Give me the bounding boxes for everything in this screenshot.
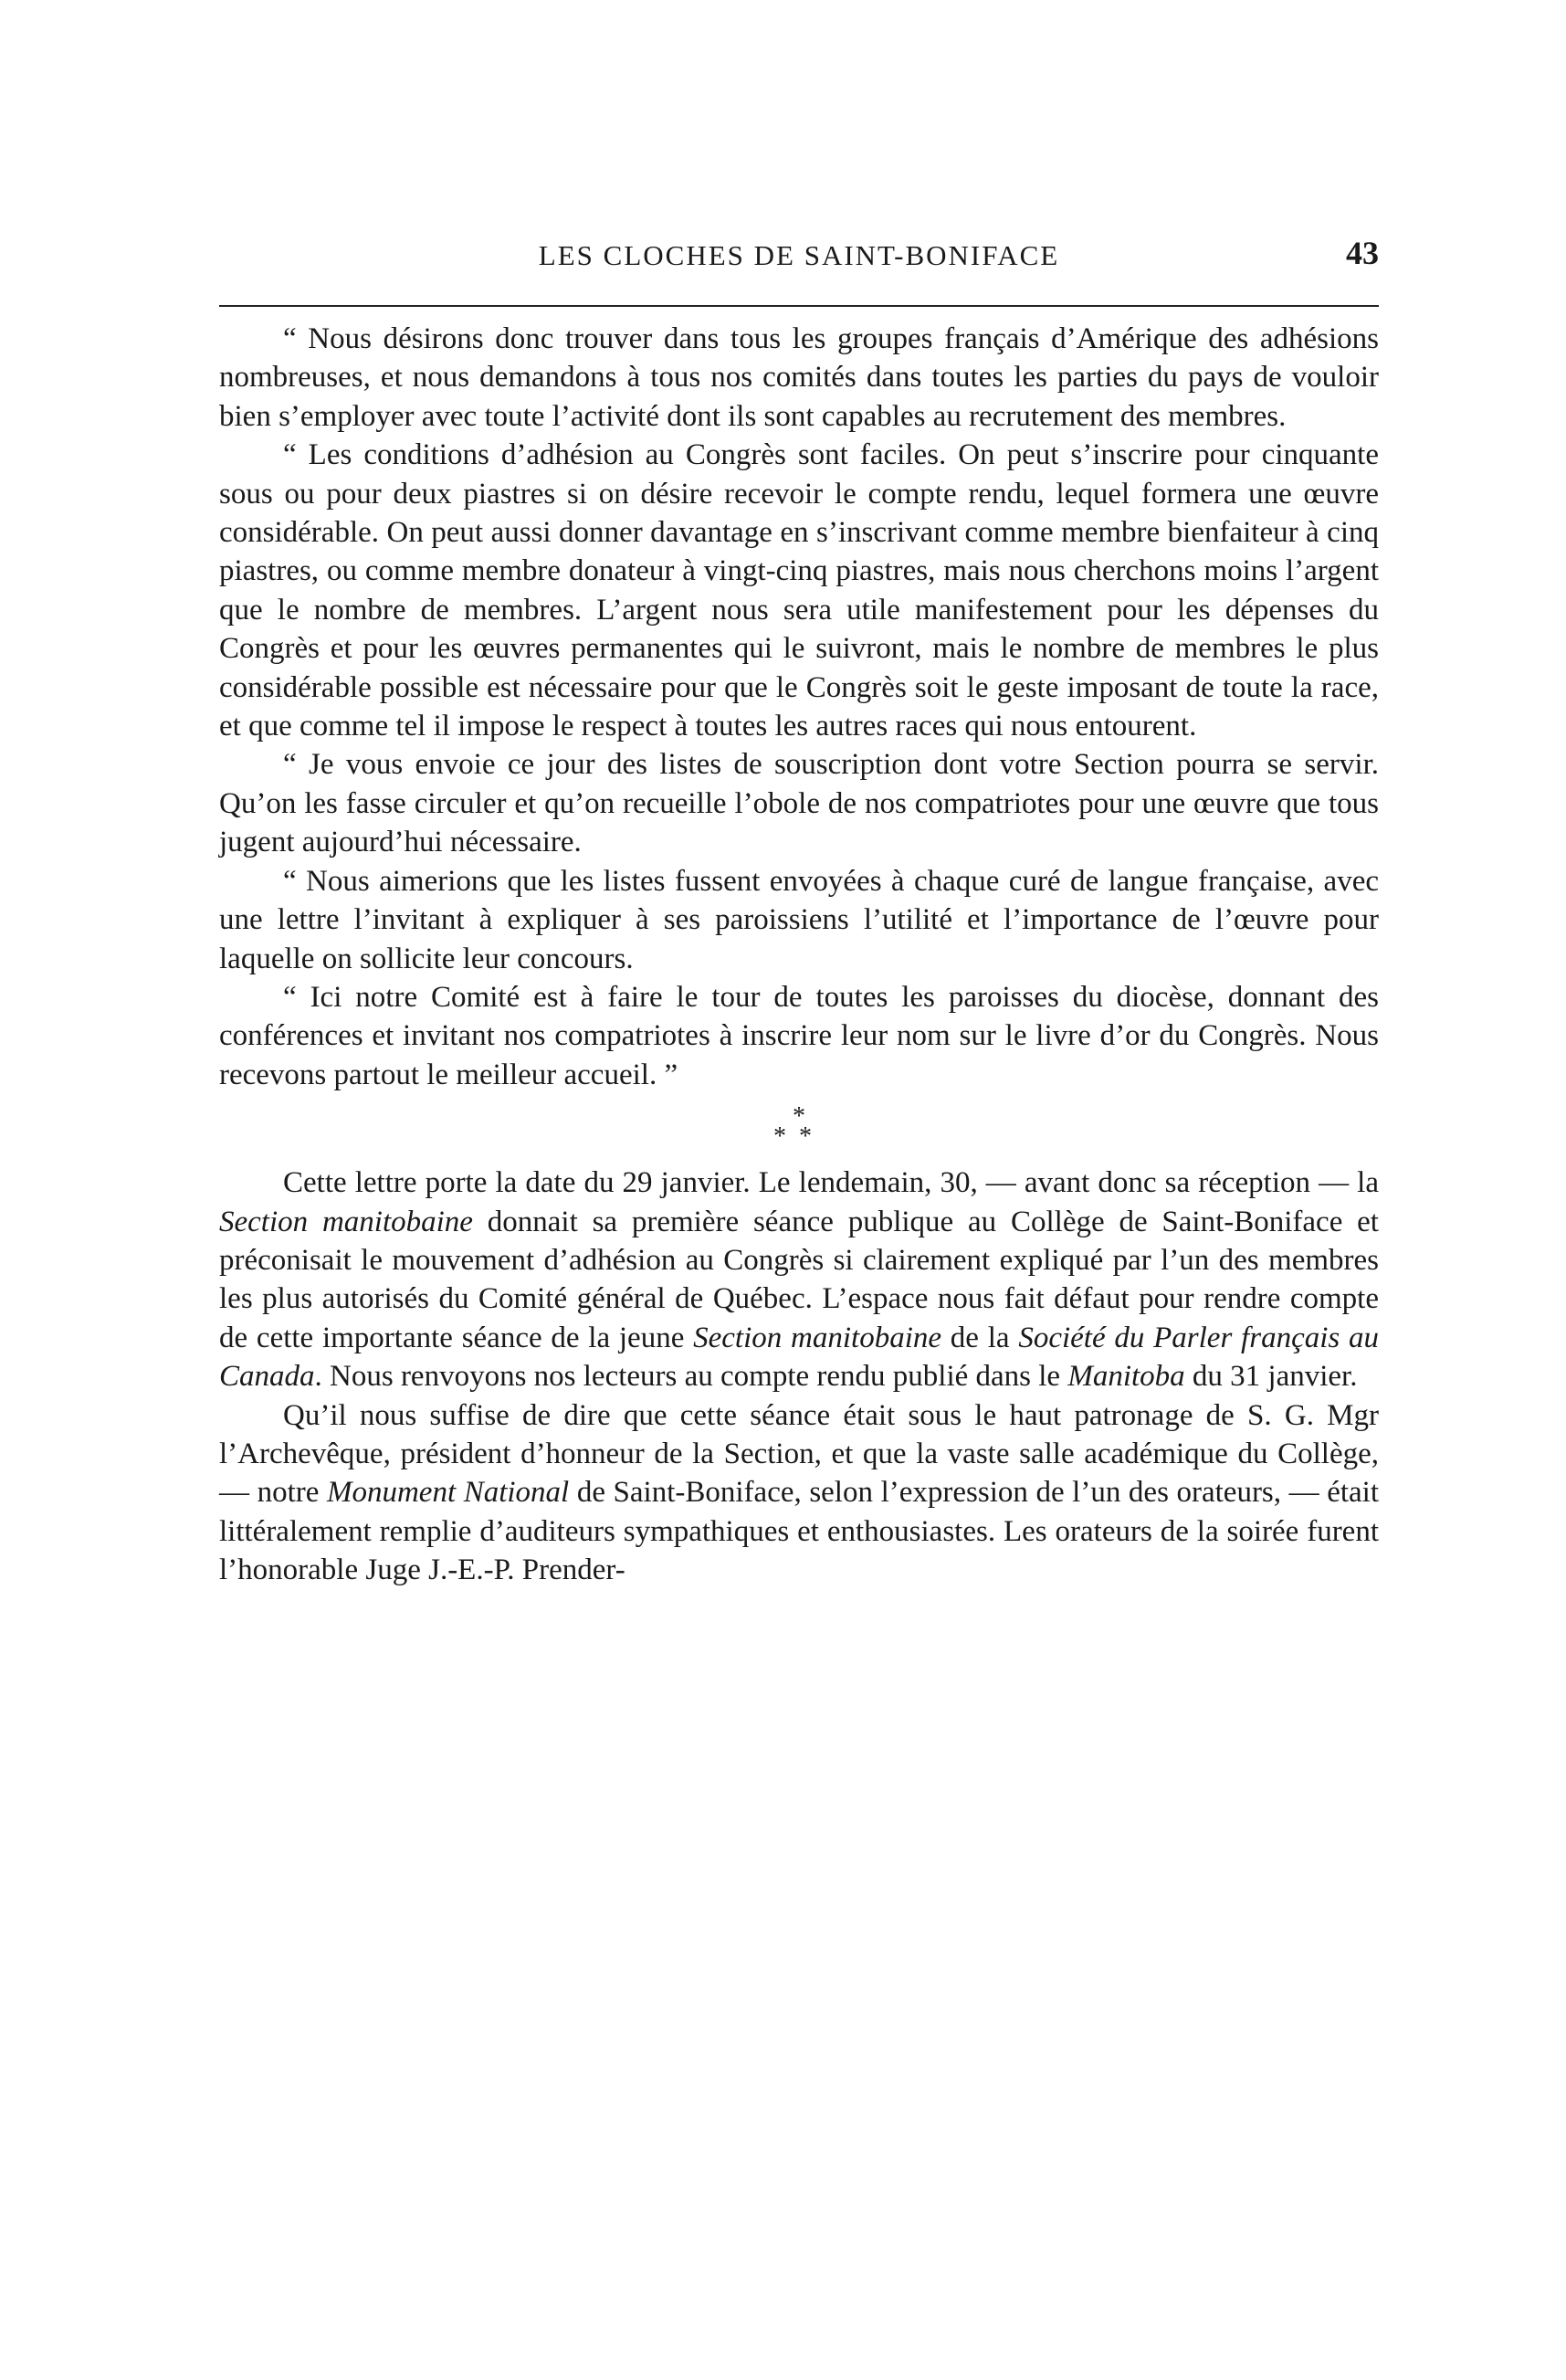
- running-title: LES CLOCHES DE SAINT-BONIFACE: [538, 239, 1060, 271]
- text-run: Qu’il nous suffise de dire que cette séance était sous le haut patronage de S. G. Mgr l’Archevêque, président d’honneur de la Section, et que la vaste salle académique du Collège, — notre: [219, 1398, 1379, 1510]
- paragraph: “ Les conditions d’adhésion au Congrès sont faciles. On peut s’inscrire pour cinquante sous ou pour deux piastres si on désire recevoir le compte rendu, lequel formera une œuvre considérable. On peut aussi donner davantage en s’inscrivant comme membre bienfaiteur à cinq piastres, ou comme membre donateur à vingt-cinq piastres, mais nous cherchons moins l’argent que le nombre de membres. L’argent nous sera utile manifestement pour les dépenses du Congrès et pour les œuvres permanentes qui le suivront, mais le nombre de membres le plus considérable possible est nécessaire pour que le Congrès soit le geste imposant de toute la race, et que comme tel il impose le respect à toutes les autres races qui nous entourent.: [219, 438, 1379, 743]
- text-run: Cette lettre porte la date du 29 janvier. Le lendemain, 30, — avant donc sa réception — la: [283, 1166, 1379, 1200]
- text-run: de Saint-Boniface, selon l’expression de l’un des orateurs, — était littéralement remplie d’auditeurs sympathiques et enthousiastes. Les orateurs de la soirée furent l’honorable Juge J.-E.-P. Prender-: [219, 1476, 1379, 1587]
- page-number: 43: [1346, 235, 1379, 271]
- italic-term: Manitoba: [1067, 1360, 1185, 1394]
- paragraph: “ Nous désirons donc trouver dans tous les groupes français d’Amérique des adhésions nombreuses, et nous demandons à tous nos comités dans toutes les parties du pays de vouloir bien s’employer avec toute l’activité dont ils sont capables au recrutement des membres.: [219, 322, 1379, 433]
- paragraph: “ Je vous envoie ce jour des listes de souscription dont votre Section pourra se servir. Qu’on les fasse circuler et qu’on recueille l’obole de nos compatriotes pour une œuvre que tous jugent aujourd’hui nécessaire.: [219, 748, 1379, 859]
- asterism-divider: [219, 1102, 1379, 1152]
- italic-term: Société du Parler français au Canada: [219, 1321, 1379, 1394]
- page-header: [219, 235, 1379, 289]
- italic-term: Section manitobaine: [219, 1205, 473, 1238]
- text-run: . Nous renvoyons nos lecteurs au compte rendu publié dans le: [314, 1360, 1068, 1394]
- text-run: donnait sa première séance publique au Collège de Saint-Boniface et préconisait le mouvement d’adhésion au Congrès si clairement expliqué par l’un des membres les plus autorisés du Comité général de Québec. L’espace nous fait défaut pour rendre compte de cette importante séance de la jeune: [219, 1205, 1379, 1354]
- text-run: de la: [941, 1321, 1019, 1354]
- body-text: [219, 320, 1379, 1590]
- paragraph: [219, 1396, 1379, 1590]
- paragraph: [219, 1164, 1379, 1395]
- book-page: [219, 235, 1379, 1590]
- italic-term: Section manitobaine: [693, 1321, 942, 1354]
- asterism-bottom: **: [773, 1122, 825, 1152]
- header-rule: [219, 305, 1379, 307]
- asterism-top: *: [793, 1102, 805, 1132]
- text-run: du 31 janvier.: [1184, 1360, 1358, 1394]
- paragraph: “ Nous aimerions que les listes fussent envoyées à chaque curé de langue française, avec une lettre l’invitant à expliquer à ses paroissiens l’utilité et l’importance de l’œuvre pour laquelle on sollicite leur concours.: [219, 864, 1379, 975]
- paragraph: “ Ici notre Comité est à faire le tour de toutes les paroisses du diocèse, donnant des conférences et invitant nos compatriotes à inscrire leur nom sur le livre d’or du Congrès. Nous recevons partout le meilleur accueil. ”: [219, 980, 1379, 1091]
- italic-term: Monument National: [326, 1476, 570, 1510]
